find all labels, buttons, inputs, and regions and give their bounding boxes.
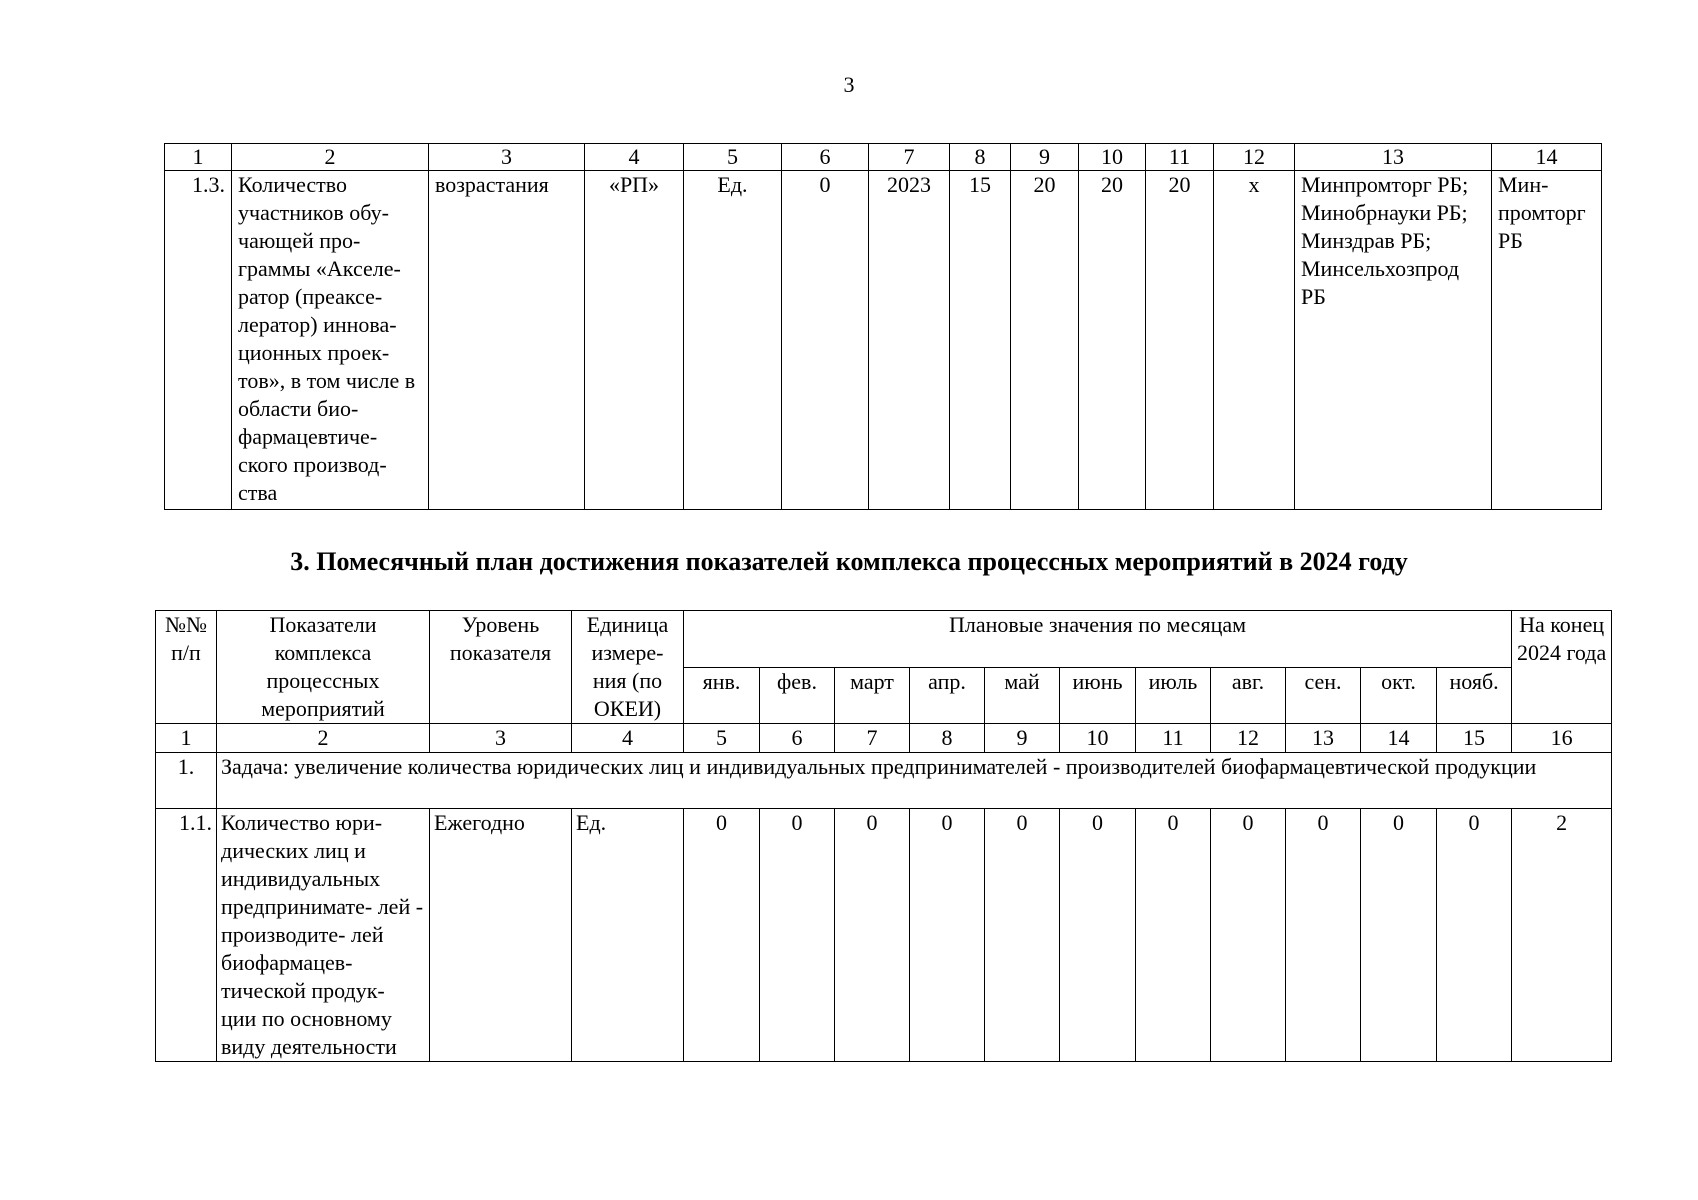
column-number: 7 [869,144,950,171]
month-header: окт. [1361,667,1437,724]
column-number: 5 [684,144,782,171]
column-number: 7 [835,724,910,753]
value-cell: 20 [1079,171,1146,510]
column-number: 10 [1079,144,1146,171]
header-row [156,611,1612,668]
column-number: 4 [572,724,684,753]
month-value: 0 [1060,809,1136,1062]
month-value: 0 [1211,809,1286,1062]
month-value: 0 [1136,809,1211,1062]
indicator-name: Количество юри- дических лиц и индивидуальных предпринимате- лей - производите- лей биофармацев- тической продук- ции по основному виду деятельности [217,809,430,1062]
column-number: 2 [217,724,430,753]
month-header: июнь [1060,667,1136,724]
column-number: 6 [760,724,835,753]
column-number: 12 [1211,724,1286,753]
base-value-cell: 0 [782,171,869,510]
month-value: 0 [760,809,835,1062]
column-numbers-row [156,724,1612,753]
unit-cell: Ед. [572,809,684,1062]
column-number: 2 [232,144,429,171]
level-cell: Ежегодно [430,809,572,1062]
column-number: 10 [1060,724,1136,753]
header-level: Уровень показателя [430,611,572,724]
header-number: №№ п/п [156,611,217,724]
header-year-end: На конец 2024 года [1512,611,1612,724]
column-number: 9 [985,724,1060,753]
month-header: нояб. [1437,667,1512,724]
header-unit: Единица измере- ния (по ОКЕИ) [572,611,684,724]
section-title: 3. Помесячный план достижения показателей комплекса процессных мероприятий в 2024 году [290,547,1408,576]
header-indicators: Показатели комплекса процессных мероприятий [217,611,430,724]
responsible-cell: Минпромторг РБ; Минобрнауки РБ; Минздрав РБ; Минсельхозпрод РБ [1295,171,1492,510]
year-end-value: 2 [1512,809,1612,1062]
column-number: 1 [165,144,232,171]
month-header: март [835,667,910,724]
column-number: 4 [585,144,684,171]
column-number: 5 [684,724,760,753]
month-header: авг. [1211,667,1286,724]
month-header: май [985,667,1060,724]
indicators-table [164,143,1602,510]
month-header: апр. [910,667,985,724]
month-value: 0 [1361,809,1437,1062]
indicator-name: Количество участников обу- чающей про- граммы «Акселе- ратор (преаксе- лератор) иннова- ционных проек- тов», в том числе в области био- фармацевтиче- ского производ- ства [232,171,429,510]
column-number: 8 [910,724,985,753]
row-number: 1.1. [156,809,217,1062]
base-year-cell: 2023 [869,171,950,510]
column-number: 8 [950,144,1011,171]
unit-cell: Ед. [684,171,782,510]
value-cell: 20 [1011,171,1079,510]
column-number: 9 [1011,144,1079,171]
month-value: 0 [835,809,910,1062]
table-row [156,809,1612,1062]
column-number: 11 [1136,724,1211,753]
month-header: фев. [760,667,835,724]
value-cell: х [1214,171,1295,510]
column-number: 14 [1361,724,1437,753]
month-value: 0 [1286,809,1361,1062]
column-numbers-row [165,144,1602,171]
column-number: 12 [1214,144,1295,171]
page-number: 3 [843,72,855,97]
trend-cell: возрастания [429,171,585,510]
month-header: сен. [1286,667,1361,724]
month-header: июль [1136,667,1211,724]
month-value: 0 [1437,809,1512,1062]
column-number: 13 [1295,144,1492,171]
info-system-cell: Мин- промторг РБ [1492,171,1602,510]
column-number: 14 [1492,144,1602,171]
month-value: 0 [910,809,985,1062]
column-number: 3 [429,144,585,171]
value-cell: 20 [1146,171,1214,510]
month-header: янв. [684,667,760,724]
column-number: 3 [430,724,572,753]
row-number: 1.3. [165,171,232,510]
task-text: Задача: увеличение количества юридических лиц и индивидуальных предпринимателей - производителей биофармацевтической продукции [217,753,1612,809]
header-planned-values: Плановые значения по месяцам [684,611,1512,668]
month-value: 0 [985,809,1060,1062]
month-value: 0 [684,809,760,1062]
level-cell: «РП» [585,171,684,510]
column-number: 15 [1437,724,1512,753]
column-number: 13 [1286,724,1361,753]
column-number: 11 [1146,144,1214,171]
value-cell: 15 [950,171,1011,510]
task-number: 1. [156,753,217,809]
column-number: 6 [782,144,869,171]
task-row [156,753,1612,809]
column-number: 16 [1512,724,1612,753]
column-number: 1 [156,724,217,753]
monthly-plan-table [155,610,1612,1062]
table-row [165,171,1602,510]
